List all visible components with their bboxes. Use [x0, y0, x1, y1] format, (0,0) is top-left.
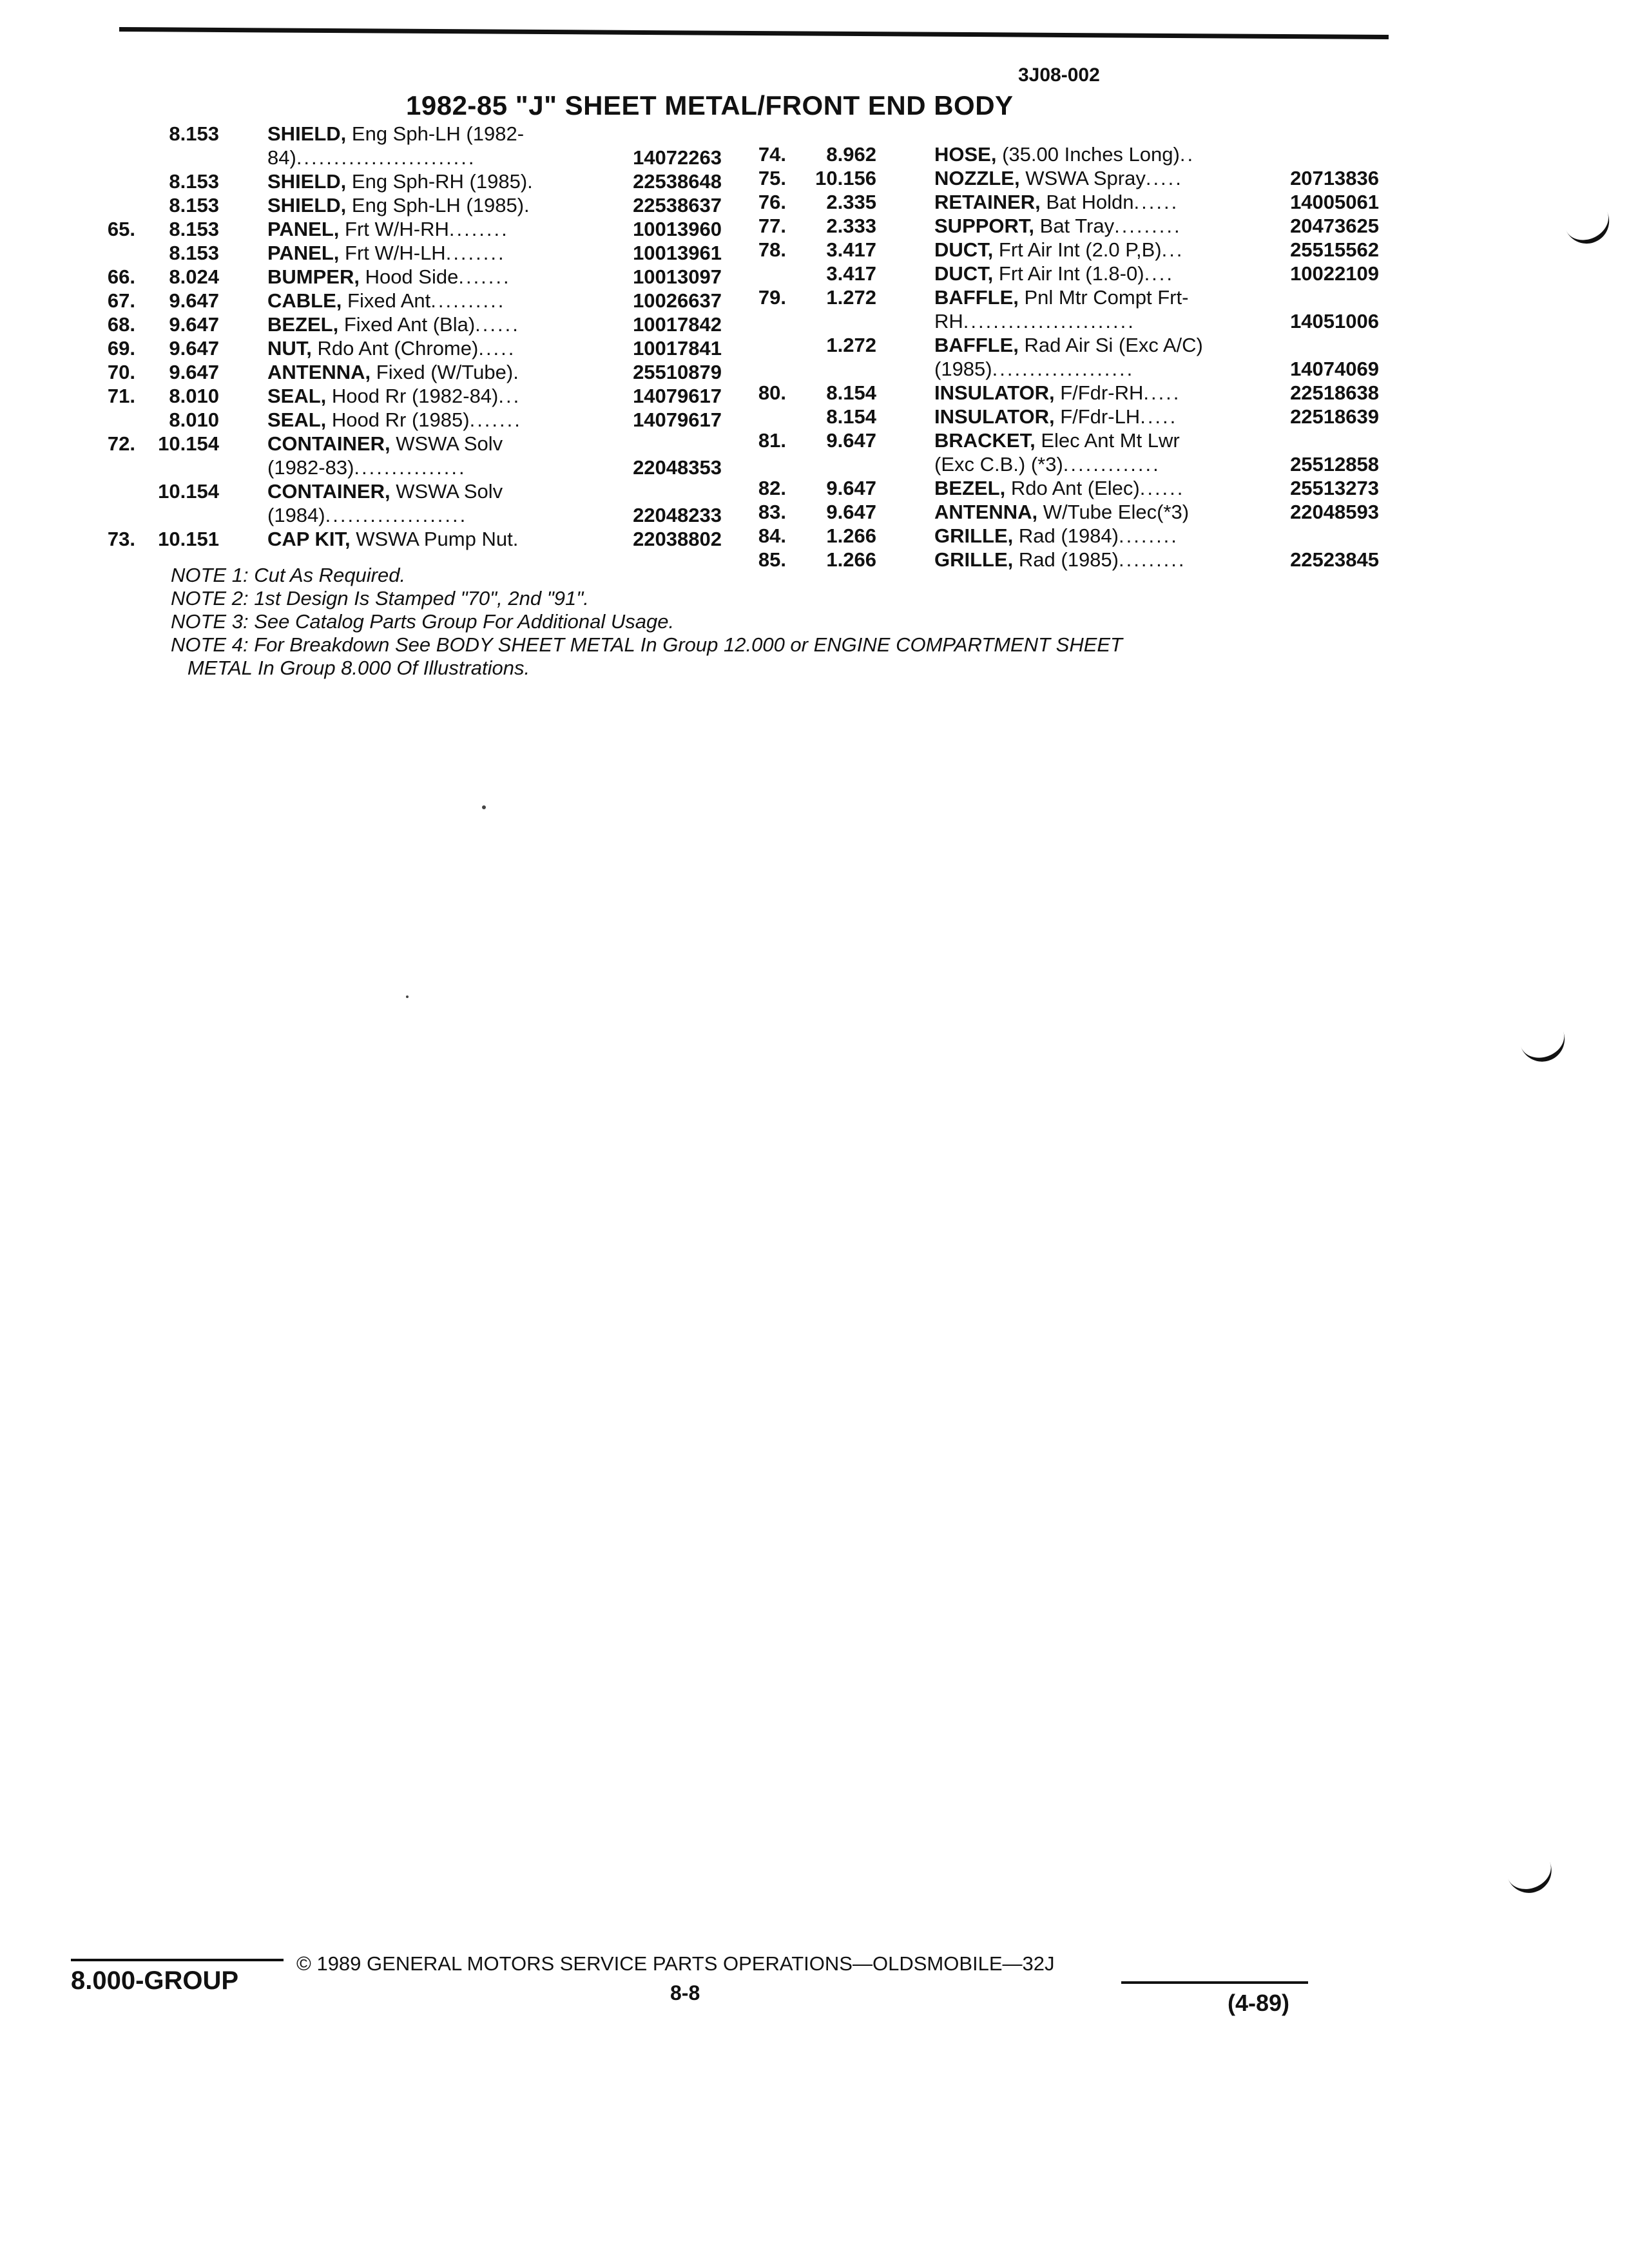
leader-dots: ..	[1179, 143, 1195, 166]
part-row	[741, 334, 1379, 358]
part-description	[934, 286, 1188, 309]
group-number: 2.333	[826, 215, 876, 237]
part-row	[90, 528, 722, 552]
part-number: 10013097	[633, 265, 722, 288]
part-description	[934, 453, 1161, 476]
part-detail: Frt W/H-RH	[339, 218, 449, 240]
leader-dots: .	[513, 361, 521, 383]
part-description	[267, 385, 521, 408]
footer-rule-right	[1121, 1981, 1308, 1984]
part-name: ANTENNA,	[267, 361, 371, 383]
page-title: 1982-85 "J" SHEET METAL/FRONT END BODY	[406, 90, 1014, 120]
part-description	[934, 167, 1183, 190]
group-number: 2.335	[826, 191, 876, 213]
part-row	[741, 358, 1379, 381]
part-name: NOZZLE,	[934, 167, 1020, 189]
part-row	[741, 524, 1379, 548]
leader-dots: .	[512, 528, 521, 550]
leader-dots: ........	[445, 242, 506, 264]
group-number: 8.024	[169, 265, 219, 288]
part-number: 10013961	[633, 242, 722, 264]
part-number: 20713836	[1290, 167, 1379, 189]
part-row	[741, 405, 1379, 429]
part-number: 22538648	[633, 170, 722, 193]
group-number: 10.154	[158, 480, 219, 503]
binder-punch-mark	[1505, 1855, 1559, 1900]
part-description	[267, 456, 467, 479]
group-number: 1.272	[826, 286, 876, 309]
part-detail: Rad (1985)	[1013, 548, 1119, 571]
group-number: 10.156	[815, 167, 876, 189]
part-row	[741, 453, 1379, 477]
part-number: 22048353	[633, 456, 722, 479]
part-number: 14072263	[633, 146, 722, 169]
leader-dots: ...	[498, 385, 521, 407]
part-description	[267, 194, 532, 217]
part-description	[934, 524, 1179, 548]
parts-list-left	[90, 122, 722, 552]
part-detail: Fixed Ant (Bla)	[338, 313, 476, 336]
part-name: ANTENNA,	[934, 501, 1038, 523]
group-number: 1.266	[826, 524, 876, 547]
top-rule	[119, 27, 1389, 39]
part-number: 25513273	[1290, 477, 1379, 499]
part-number: 14079617	[633, 385, 722, 407]
part-row	[90, 194, 722, 218]
part-description	[934, 358, 1134, 381]
ref-number: 82.	[758, 477, 786, 499]
part-row	[741, 191, 1379, 215]
leader-dots: ........	[1119, 524, 1179, 547]
part-row	[90, 361, 722, 385]
leader-dots: .	[527, 170, 535, 193]
part-row	[90, 456, 722, 480]
part-number: 22518639	[1290, 405, 1379, 428]
part-row	[741, 167, 1379, 191]
part-name: BRACKET,	[934, 429, 1036, 452]
ref-number: 68.	[107, 313, 135, 336]
part-detail: Eng Sph-RH (1985)	[346, 170, 528, 193]
revision-date: (4-89)	[1228, 1990, 1290, 2016]
footer-group-label: 8.000-GROUP	[71, 1966, 239, 1995]
part-row	[90, 432, 722, 456]
leader-dots: ...................	[992, 358, 1135, 380]
part-row	[741, 143, 1379, 167]
part-row	[90, 289, 722, 313]
part-name: CONTAINER,	[267, 432, 390, 455]
part-detail: Fixed (W/Tube)	[371, 361, 514, 383]
part-detail: Rdo Ant (Elec)	[1005, 477, 1140, 499]
part-name: PANEL,	[267, 218, 340, 240]
leader-dots: ....	[1144, 262, 1175, 285]
leader-dots: ...................	[325, 504, 468, 526]
part-detail: F/Fdr-RH	[1054, 381, 1144, 404]
group-number: 8.153	[169, 242, 219, 264]
part-row	[741, 381, 1379, 405]
ref-number: 72.	[107, 432, 135, 455]
group-number: 8.010	[169, 408, 219, 431]
parts-list-right	[741, 143, 1379, 572]
page-number: 8-8	[670, 1981, 700, 2004]
part-description	[934, 477, 1184, 500]
part-detail: Rad (1984)	[1013, 524, 1119, 547]
part-description	[934, 501, 1189, 524]
part-name: SEAL,	[267, 385, 327, 407]
part-description	[267, 432, 503, 456]
part-description	[267, 242, 506, 265]
part-detail: W/Tube Elec(*3)	[1037, 501, 1190, 523]
part-number: 25510879	[633, 361, 722, 383]
part-detail: WSWA Solv	[390, 432, 503, 455]
part-description	[267, 170, 535, 193]
ref-number: 71.	[107, 385, 135, 407]
ref-number: 78.	[758, 238, 786, 261]
part-detail: Hood Rr (1985)	[326, 408, 470, 431]
part-number: 22038802	[633, 528, 722, 550]
part-name: SHIELD,	[267, 122, 347, 145]
part-number: 14051006	[1290, 310, 1379, 332]
part-name: GRILLE,	[934, 524, 1014, 547]
part-number: 22048233	[633, 504, 722, 526]
leader-dots: .......................	[963, 310, 1135, 332]
part-number: 14074069	[1290, 358, 1379, 380]
group-number: 9.647	[826, 501, 876, 523]
part-row	[90, 313, 722, 337]
part-row	[741, 477, 1379, 501]
part-detail: Frt Air Int (2.0 P,B)	[993, 238, 1162, 261]
leader-dots: .......	[469, 408, 522, 431]
part-row	[741, 215, 1379, 238]
part-description	[934, 238, 1184, 262]
part-number: 22048593	[1290, 501, 1379, 523]
part-description	[934, 191, 1179, 214]
part-description	[267, 504, 467, 527]
leader-dots: ........	[448, 218, 509, 240]
group-number: 8.153	[169, 218, 219, 240]
part-name: CABLE,	[267, 289, 342, 312]
part-row	[90, 218, 722, 242]
part-number: 22518638	[1290, 381, 1379, 404]
note-line: NOTE 1: Cut As Required.	[171, 564, 406, 586]
leader-dots: ..........	[430, 289, 506, 312]
binder-punch-mark	[1563, 204, 1616, 251]
scan-speck	[482, 805, 486, 809]
leader-dots: .......	[458, 265, 511, 288]
part-description	[267, 408, 522, 432]
leader-dots: .....	[1140, 405, 1178, 428]
ref-number: 85.	[758, 548, 786, 571]
part-name: DUCT,	[934, 238, 994, 261]
ref-number: 76.	[758, 191, 786, 213]
part-description	[267, 218, 509, 241]
part-detail: (Exc C.B.) (*3)	[934, 453, 1063, 476]
group-number: 8.153	[169, 122, 219, 145]
leader-dots: ........................	[296, 146, 476, 169]
part-detail: Bat Tray	[1034, 215, 1115, 237]
part-detail: (1984)	[267, 504, 325, 526]
ref-number: 67.	[107, 289, 135, 312]
part-description	[934, 334, 1203, 357]
part-row	[90, 242, 722, 265]
note-line: NOTE 4: For Breakdown See BODY SHEET METAL In Group 12.000 or ENGINE COMPARTMENT SHEET	[171, 633, 1123, 656]
note-line: NOTE 3: See Catalog Parts Group For Additional Usage.	[171, 610, 675, 633]
part-row	[90, 385, 722, 408]
part-detail: Pnl Mtr Compt Frt-	[1018, 286, 1189, 309]
binder-punch-mark	[1518, 1024, 1571, 1068]
group-number: 8.154	[826, 381, 876, 404]
part-detail: Fixed Ant	[342, 289, 431, 312]
part-name: CAP KIT,	[267, 528, 351, 550]
group-number: 9.647	[169, 289, 219, 312]
ref-number: 84.	[758, 524, 786, 547]
leader-dots: ...............	[354, 456, 467, 479]
part-number: 25515562	[1290, 238, 1379, 261]
part-detail: Hood Rr (1982-84)	[326, 385, 499, 407]
ref-number: 83.	[758, 501, 786, 523]
part-row	[741, 501, 1379, 524]
part-name: PANEL,	[267, 242, 340, 264]
ref-number: 66.	[107, 265, 135, 288]
leader-dots: ......	[1133, 191, 1179, 213]
part-description	[267, 289, 505, 312]
part-number: 20473625	[1290, 215, 1379, 237]
part-row	[90, 146, 722, 170]
part-number: 22538637	[633, 194, 722, 216]
part-detail: 84)	[267, 146, 296, 169]
leader-dots: ......	[475, 313, 520, 336]
part-description	[267, 337, 516, 360]
group-number: 9.647	[826, 429, 876, 452]
group-number: 3.417	[826, 238, 876, 261]
part-number: 10022109	[1290, 262, 1379, 285]
part-name: HOSE,	[934, 143, 997, 166]
part-name: DUCT,	[934, 262, 994, 285]
part-detail: Eng Sph-LH (1982-	[346, 122, 525, 145]
part-detail: Elec Ant Mt Lwr	[1035, 429, 1180, 452]
part-name: SUPPORT,	[934, 215, 1035, 237]
part-name: SHIELD,	[267, 170, 347, 193]
part-name: INSULATOR,	[934, 381, 1055, 404]
part-detail: Rad Air Si (Exc A/C)	[1018, 334, 1203, 356]
part-number: 14005061	[1290, 191, 1379, 213]
part-description	[934, 262, 1174, 285]
group-number: 1.266	[826, 548, 876, 571]
part-name: BEZEL,	[934, 477, 1006, 499]
part-detail: RH	[934, 310, 963, 332]
note-line: METAL In Group 8.000 Of Illustrations.	[171, 657, 530, 679]
part-number: 22523845	[1290, 548, 1379, 571]
part-name: RETAINER,	[934, 191, 1041, 213]
leader-dots: .........	[1119, 548, 1186, 571]
ref-number: 81.	[758, 429, 786, 452]
group-number: 8.010	[169, 385, 219, 407]
part-row	[90, 265, 722, 289]
part-name: BAFFLE,	[934, 286, 1019, 309]
group-number: 9.647	[169, 361, 219, 383]
notes	[171, 564, 1123, 680]
group-number: 3.417	[826, 262, 876, 285]
document-id: 3J08-002	[1018, 64, 1100, 86]
part-row	[90, 170, 722, 194]
part-name: CONTAINER,	[267, 480, 390, 503]
scan-speck	[406, 995, 409, 998]
note-line: NOTE 2: 1st Design Is Stamped "70", 2nd "91".	[171, 587, 589, 610]
part-description	[267, 265, 511, 289]
part-number: 25512858	[1290, 453, 1379, 476]
group-number: 10.154	[158, 432, 219, 455]
part-number: 10013960	[633, 218, 722, 240]
part-detail: Frt W/H-LH	[339, 242, 446, 264]
part-number: 14079617	[633, 408, 722, 431]
part-name: INSULATOR,	[934, 405, 1055, 428]
part-description	[267, 146, 476, 169]
group-number: 9.647	[169, 337, 219, 360]
leader-dots: .............	[1063, 453, 1161, 476]
group-number: 9.647	[169, 313, 219, 336]
part-row	[741, 238, 1379, 262]
group-number: 8.153	[169, 170, 219, 193]
leader-dots: .....	[478, 337, 516, 360]
part-name: BEZEL,	[267, 313, 339, 336]
part-description	[267, 480, 503, 503]
leader-dots: ......	[1139, 477, 1185, 499]
ref-number: 70.	[107, 361, 135, 383]
part-row	[90, 480, 722, 504]
part-detail: Eng Sph-LH (1985)	[346, 194, 525, 216]
part-description	[267, 122, 524, 146]
part-description	[267, 528, 520, 551]
group-number: 8.154	[826, 405, 876, 428]
part-name: NUT,	[267, 337, 312, 360]
part-row	[90, 122, 722, 146]
part-detail: WSWA Spray	[1019, 167, 1146, 189]
leader-dots: .........	[1114, 215, 1182, 237]
leader-dots: .....	[1143, 381, 1181, 404]
part-name: BUMPER,	[267, 265, 360, 288]
ref-number: 73.	[107, 528, 135, 550]
part-name: SEAL,	[267, 408, 327, 431]
part-row	[741, 429, 1379, 453]
footer-rule-left	[71, 1959, 284, 1961]
ref-number: 74.	[758, 143, 786, 166]
ref-number: 80.	[758, 381, 786, 404]
part-detail: (35.00 Inches Long)	[996, 143, 1180, 166]
ref-number: 75.	[758, 167, 786, 189]
part-number: 10017841	[633, 337, 722, 360]
part-row	[741, 310, 1379, 334]
leader-dots: ...	[1161, 238, 1184, 261]
ref-number: 79.	[758, 286, 786, 309]
part-number: 10017842	[633, 313, 722, 336]
part-name: GRILLE,	[934, 548, 1014, 571]
ref-number: 77.	[758, 215, 786, 237]
part-description	[934, 405, 1177, 428]
part-detail: F/Fdr-LH	[1054, 405, 1141, 428]
part-detail: (1982-83)	[267, 456, 354, 479]
group-number: 8.962	[826, 143, 876, 166]
part-detail: WSWA Solv	[390, 480, 503, 503]
part-name: SHIELD,	[267, 194, 347, 216]
part-row	[90, 504, 722, 528]
part-detail: Rdo Ant (Chrome)	[311, 337, 479, 360]
part-row	[90, 408, 722, 432]
part-detail: Hood Side	[359, 265, 459, 288]
leader-dots: .	[524, 194, 532, 216]
part-row	[90, 337, 722, 361]
part-number: 10026637	[633, 289, 722, 312]
footer-copyright: © 1989 GENERAL MOTORS SERVICE PARTS OPERATIONS—OLDSMOBILE—32J	[296, 1952, 1055, 1975]
part-description	[267, 361, 521, 384]
ref-number: 69.	[107, 337, 135, 360]
part-description	[934, 429, 1180, 452]
part-description	[934, 310, 1135, 333]
part-row	[741, 262, 1379, 286]
part-detail: Bat Holdn	[1040, 191, 1134, 213]
leader-dots: .....	[1145, 167, 1183, 189]
group-number: 8.153	[169, 194, 219, 216]
part-description	[934, 381, 1181, 405]
part-row	[741, 286, 1379, 310]
ref-number: 65.	[107, 218, 135, 240]
part-detail: WSWA Pump Nut	[350, 528, 513, 550]
group-number: 9.647	[826, 477, 876, 499]
group-number: 10.151	[158, 528, 219, 550]
part-description	[267, 313, 520, 336]
part-description	[934, 215, 1182, 238]
part-detail: Frt Air Int (1.8-0)	[993, 262, 1144, 285]
part-description	[934, 143, 1195, 166]
group-number: 1.272	[826, 334, 876, 356]
part-detail: (1985)	[934, 358, 992, 380]
part-name: BAFFLE,	[934, 334, 1019, 356]
